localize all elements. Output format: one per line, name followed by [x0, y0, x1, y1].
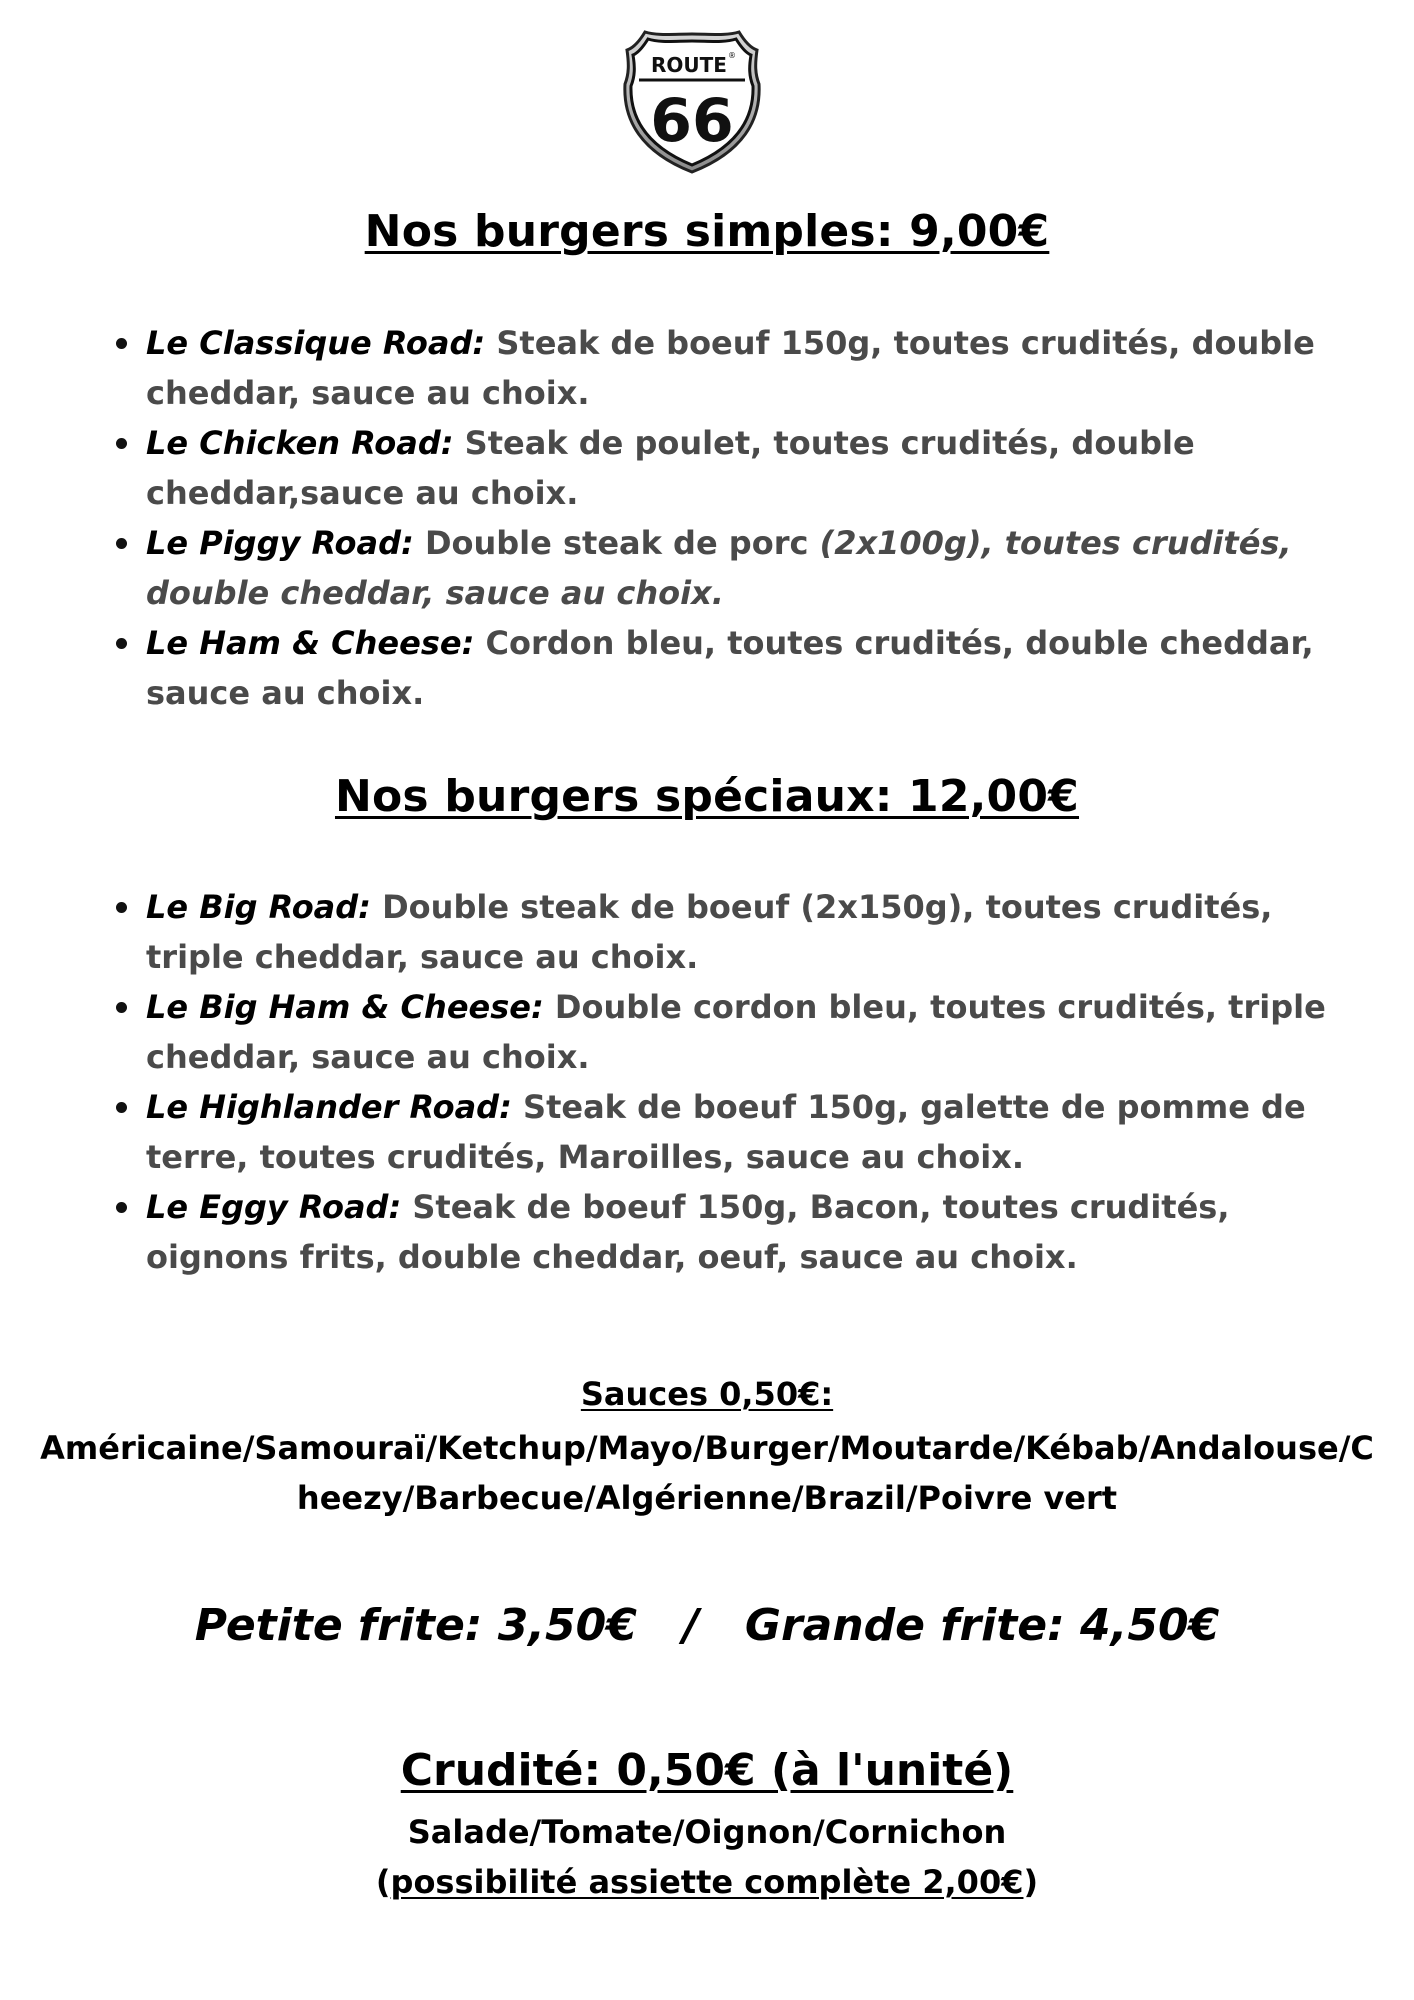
crudites-note	[0, 1863, 1414, 1901]
item-description: Double steak de porc	[413, 524, 820, 562]
route-66-logo	[619, 28, 765, 178]
item-description: Steak de boeuf 150g, Bacon, toutes crudités, oignons frits, double cheddar, oeuf, sauce au choix.	[146, 1188, 1230, 1276]
item-description: Double cordon bleu, toutes crudités, triple cheddar, sauce au choix.	[146, 988, 1326, 1076]
sauces-title: Sauces 0,50€:	[580, 1375, 834, 1413]
item-name: Le Big Ham & Cheese:	[146, 988, 544, 1026]
fries-prices: Petite frite: 3,50€ / Grande frite: 4,50€	[194, 1600, 1220, 1651]
special-burgers-heading: Nos burgers spéciaux: 12,00€	[334, 771, 1080, 822]
list-item	[108, 618, 1338, 718]
sauces-list: Américaine/Samouraï/Ketchup/Mayo/Burger/Moutarde/Kébab/Andalouse/Cheezy/Barbecue/Algérienne/Brazil/Poivre vert	[40, 1429, 1374, 1517]
item-name: Le Big Road:	[146, 888, 371, 926]
list-item	[108, 982, 1338, 1082]
item-name: Le Ham & Cheese:	[146, 624, 475, 662]
list-item	[108, 1082, 1338, 1182]
item-name: Le Classique Road:	[146, 324, 486, 362]
item-description: Double steak de boeuf (2x150g), toutes crudités, triple cheddar, sauce au choix.	[146, 888, 1273, 976]
list-item	[108, 1182, 1338, 1282]
list-item	[108, 882, 1338, 982]
simple-burgers-list	[108, 318, 1338, 718]
item-description: Cordon bleu, toutes crudités, double cheddar, sauce au choix.	[146, 624, 1314, 712]
item-description: Steak de poulet, toutes crudités, double cheddar,sauce au choix.	[146, 424, 1195, 512]
list-item	[108, 318, 1338, 418]
item-name: Le Eggy Road:	[146, 1188, 402, 1226]
note-close-paren: )	[1023, 1863, 1039, 1901]
crudites-list: Salade/Tomate/Oignon/Cornichon	[407, 1813, 1007, 1851]
item-name: Le Highlander Road:	[146, 1088, 512, 1126]
item-name: Le Piggy Road:	[146, 524, 414, 562]
item-description-italic: (2x100g), toutes crudités, double cheddar, sauce au choix.	[146, 524, 1292, 612]
note-open-paren: (	[375, 1863, 391, 1901]
item-description: Steak de boeuf 150g, toutes crudités, double cheddar, sauce au choix.	[146, 324, 1315, 412]
special-burgers-list	[108, 882, 1338, 1282]
item-description: Steak de boeuf 150g, galette de pomme de terre, toutes crudités, Maroilles, sauce au choix.	[146, 1088, 1306, 1176]
logo-registered-mark: ®	[728, 51, 736, 60]
logo-66-text: 66	[650, 86, 734, 156]
logo-route-text: ROUTE	[651, 53, 727, 77]
list-item	[108, 518, 1338, 618]
simple-burgers-heading: Nos burgers simples: 9,00€	[364, 206, 1050, 257]
note-text: possibilité assiette complète 2,00€	[390, 1863, 1024, 1901]
item-name: Le Chicken Road:	[146, 424, 454, 462]
crudites-title: Crudité: 0,50€ (à l'unité)	[400, 1745, 1014, 1796]
list-item	[108, 418, 1338, 518]
